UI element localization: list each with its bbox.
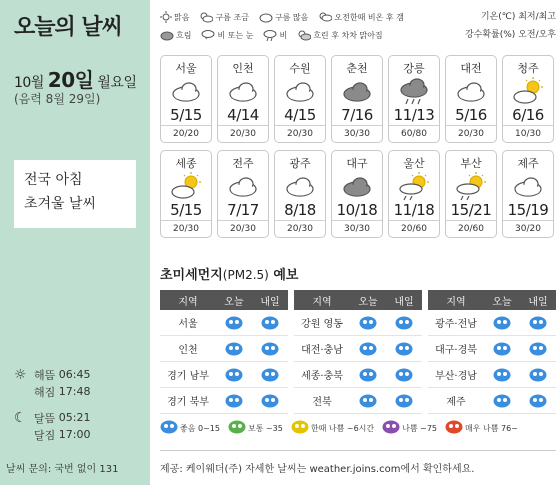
- dust-region: 세종·충북: [301, 371, 343, 382]
- dust-region: 부산·경남: [435, 371, 477, 382]
- city-card: [274, 55, 326, 143]
- good-face-icon: [520, 368, 556, 382]
- city-temp: 6/16: [512, 106, 544, 124]
- date-line: [14, 64, 136, 93]
- dust-region: 전북: [312, 397, 332, 408]
- dust-row: [294, 388, 422, 414]
- city-rain-prob: 20/60: [446, 220, 496, 237]
- city-rain-prob: 10/30: [503, 125, 553, 142]
- good-face-icon: [252, 368, 288, 382]
- header-tomorrow: 내일: [394, 296, 414, 308]
- cloud-icon: [218, 76, 268, 106]
- dust-row: [160, 362, 288, 388]
- city-rain-prob: 20/30: [218, 125, 268, 142]
- dust-legend-item: 좋음 0~15: [160, 420, 220, 436]
- legend-notes: 기온(℃) 최저/최고 강수확률(%) 오전/오후: [464, 12, 556, 40]
- good-face-icon: [484, 394, 520, 408]
- svg-text:*: *: [205, 37, 208, 41]
- city-card: [331, 55, 383, 143]
- city-name: 수원: [289, 62, 311, 75]
- city-rain-prob: 20/60: [389, 220, 439, 237]
- lunar-date: (음력 8월 29일): [14, 92, 101, 106]
- city-rain-prob: 20/30: [218, 220, 268, 237]
- city-card: [331, 150, 383, 238]
- dust-column: [160, 290, 288, 414]
- headline-line-1: 전국 아침: [24, 172, 83, 188]
- city-name: 춘천: [346, 62, 368, 75]
- city-rain-prob: 20/30: [446, 125, 496, 142]
- city-temp: 10/18: [336, 201, 378, 219]
- good-face-icon: [252, 316, 288, 330]
- cloud-icon: [275, 76, 325, 106]
- dust-column: [428, 290, 556, 414]
- dust-row: [428, 388, 556, 414]
- good-face-icon: [350, 368, 386, 382]
- partly-cloudy-icon: [199, 11, 213, 23]
- good-face-icon: [216, 368, 252, 382]
- header-region: 지역: [312, 296, 332, 308]
- normal-face-icon: [228, 420, 248, 436]
- dust-region: 강원 영동: [301, 319, 343, 330]
- good-face-icon: [520, 316, 556, 330]
- city-name: 제주: [517, 157, 539, 170]
- partly-cloudy-icon: [503, 76, 553, 106]
- day: 20일: [47, 68, 94, 92]
- city-rain-prob: 20/20: [161, 125, 211, 142]
- sunny-icon: [160, 11, 172, 23]
- city-card: [502, 150, 554, 238]
- good-face-icon: [386, 342, 422, 356]
- dark-cloud-icon: [332, 171, 382, 201]
- overcast-icon: [160, 29, 174, 41]
- city-rain-prob: 20/30: [275, 220, 325, 237]
- good-face-icon: [350, 342, 386, 356]
- dark-cloud-icon: [332, 76, 382, 106]
- dust-legend-item: 나쁨 ~75: [382, 420, 437, 436]
- city-name: 전주: [232, 157, 254, 170]
- rain-or-snow-icon: [201, 29, 215, 41]
- shower-then-clear-icon: [318, 11, 332, 23]
- city-name: 대구: [346, 157, 368, 170]
- dust-row: [428, 362, 556, 388]
- city-card: [274, 150, 326, 238]
- weather-legend: 맑음 구름 조금 구름 많음 오전한때 비온 후 갬 흐림 * 비 또는 눈 비 흐린 후 차차 맑아짐: [160, 8, 555, 44]
- dust-legend: [160, 418, 556, 438]
- good-face-icon: [216, 342, 252, 356]
- dust-header: [294, 290, 422, 310]
- dust-legend-item: 보통 ~35: [228, 420, 283, 436]
- city-name: 대전: [460, 62, 482, 75]
- good-face-icon: [520, 342, 556, 356]
- divider: [160, 450, 556, 451]
- city-name: 강릉: [403, 62, 425, 75]
- contact-info: 날씨 문의: 국번 없이 131: [6, 464, 119, 475]
- good-face-icon: [350, 394, 386, 408]
- city-temp: 15/19: [507, 201, 549, 219]
- good-face-icon: [160, 420, 180, 436]
- header-tomorrow: 내일: [260, 296, 280, 308]
- city-temp: 5/15: [170, 201, 202, 219]
- city-card: [217, 55, 269, 143]
- city-card: [445, 55, 497, 143]
- cloud-icon: [161, 76, 211, 106]
- city-card: [160, 150, 212, 238]
- city-temp: 11/13: [393, 106, 435, 124]
- header-region: 지역: [446, 296, 466, 308]
- dust-row: [294, 310, 422, 336]
- dust-region: 대구·경북: [435, 345, 477, 356]
- sun-times: ☼ 해뜸 06:45 해짐 17:48: [14, 366, 91, 399]
- city-rain-prob: 30/20: [503, 220, 553, 237]
- cloudy-then-clear-icon: [297, 29, 311, 41]
- city-temp: 8/18: [284, 201, 316, 219]
- very-bad-face-icon: [445, 420, 465, 436]
- weekday: 월요일: [97, 75, 137, 91]
- sun-icon: ☼: [14, 366, 27, 383]
- good-face-icon: [216, 394, 252, 408]
- city-name: 인천: [232, 62, 254, 75]
- city-card: [388, 150, 440, 238]
- city-rain-prob: 30/30: [332, 125, 382, 142]
- dust-row: [160, 336, 288, 362]
- dust-row: [428, 310, 556, 336]
- header-region: 지역: [178, 296, 198, 308]
- dust-header: [160, 290, 288, 310]
- header-today: 오늘: [492, 296, 512, 308]
- city-name: 울산: [403, 157, 425, 170]
- headline-box: [14, 160, 136, 228]
- dust-header: [428, 290, 556, 310]
- dust-legend-item: 한때 나쁨 ~6시간: [291, 420, 374, 436]
- cloud-icon: [446, 76, 496, 106]
- month: 10월: [14, 75, 44, 91]
- dust-title: 초미세먼지(PM2.5) 예보: [160, 268, 299, 283]
- header-today: 오늘: [358, 296, 378, 308]
- good-face-icon: [386, 368, 422, 382]
- good-face-icon: [252, 342, 288, 356]
- city-rain-prob: 20/30: [275, 125, 325, 142]
- good-face-icon: [350, 316, 386, 330]
- source-text: 제공: 케이웨더(주) 자세한 날씨는 weather.joins.com에서 확인하세요.: [160, 464, 475, 475]
- header-tomorrow: 내일: [528, 296, 548, 308]
- cloud-icon: [275, 171, 325, 201]
- city-card: [502, 55, 554, 143]
- good-face-icon: [484, 342, 520, 356]
- cloud-icon: [503, 171, 553, 201]
- city-rain-prob: 60/80: [389, 125, 439, 142]
- city-temp: 15/21: [450, 201, 492, 219]
- sun-rain-icon: [389, 171, 439, 201]
- city-name: 광주: [289, 157, 311, 170]
- city-name: 청주: [517, 62, 539, 75]
- good-face-icon: [252, 394, 288, 408]
- city-name: 부산: [460, 157, 482, 170]
- city-name: 세종: [175, 157, 197, 170]
- sun-rain-icon: [446, 171, 496, 201]
- page-title: 오늘의 날씨: [14, 15, 122, 40]
- city-temp: 4/15: [284, 106, 316, 124]
- city-temp: 11/18: [393, 201, 435, 219]
- dust-region: 경기 남부: [167, 371, 209, 382]
- dust-region: 광주·전남: [435, 319, 477, 330]
- good-face-icon: [484, 316, 520, 330]
- city-name: 서울: [175, 62, 197, 75]
- cloud-icon: [218, 171, 268, 201]
- city-card: [445, 150, 497, 238]
- dust-row: [428, 336, 556, 362]
- dust-row: [294, 362, 422, 388]
- dust-column: [294, 290, 422, 414]
- rain-legend-icon: [263, 29, 277, 41]
- city-rain-prob: 20/30: [161, 220, 211, 237]
- good-face-icon: [520, 394, 556, 408]
- dust-legend-item: 매우 나쁨 76~: [445, 420, 518, 436]
- dust-row: [294, 336, 422, 362]
- good-face-icon: [386, 316, 422, 330]
- moon-icon: ☾: [14, 409, 27, 426]
- bad-face-icon: [382, 420, 402, 436]
- dust-region: 경기 북부: [167, 397, 209, 408]
- headline-line-2: 초겨울 날씨: [24, 196, 97, 212]
- dust-region: 서울: [178, 319, 198, 330]
- left-panel: [0, 0, 150, 485]
- good-face-icon: [484, 368, 520, 382]
- bad-once-face-icon: [291, 420, 311, 436]
- city-rain-prob: 30/30: [332, 220, 382, 237]
- city-card: [160, 55, 212, 143]
- moon-times: ☾ 달뜸 05:21 달짐 17:00: [14, 409, 91, 442]
- dust-region: 대전·충남: [301, 345, 343, 356]
- rain-icon: [389, 76, 439, 106]
- city-card: [217, 150, 269, 238]
- good-face-icon: [216, 316, 252, 330]
- city-temp: 5/16: [455, 106, 487, 124]
- dust-region: 제주: [446, 397, 466, 408]
- mostly-cloudy-icon: [259, 11, 273, 23]
- header-today: 오늘: [224, 296, 244, 308]
- dust-row: [160, 388, 288, 414]
- city-temp: 7/17: [227, 201, 259, 219]
- partly-cloudy-icon: [161, 171, 211, 201]
- dust-row: [160, 310, 288, 336]
- city-card: [388, 55, 440, 143]
- good-face-icon: [386, 394, 422, 408]
- city-temp: 4/14: [227, 106, 259, 124]
- city-temp: 5/15: [170, 106, 202, 124]
- dust-region: 인천: [178, 345, 198, 356]
- city-temp: 7/16: [341, 106, 373, 124]
